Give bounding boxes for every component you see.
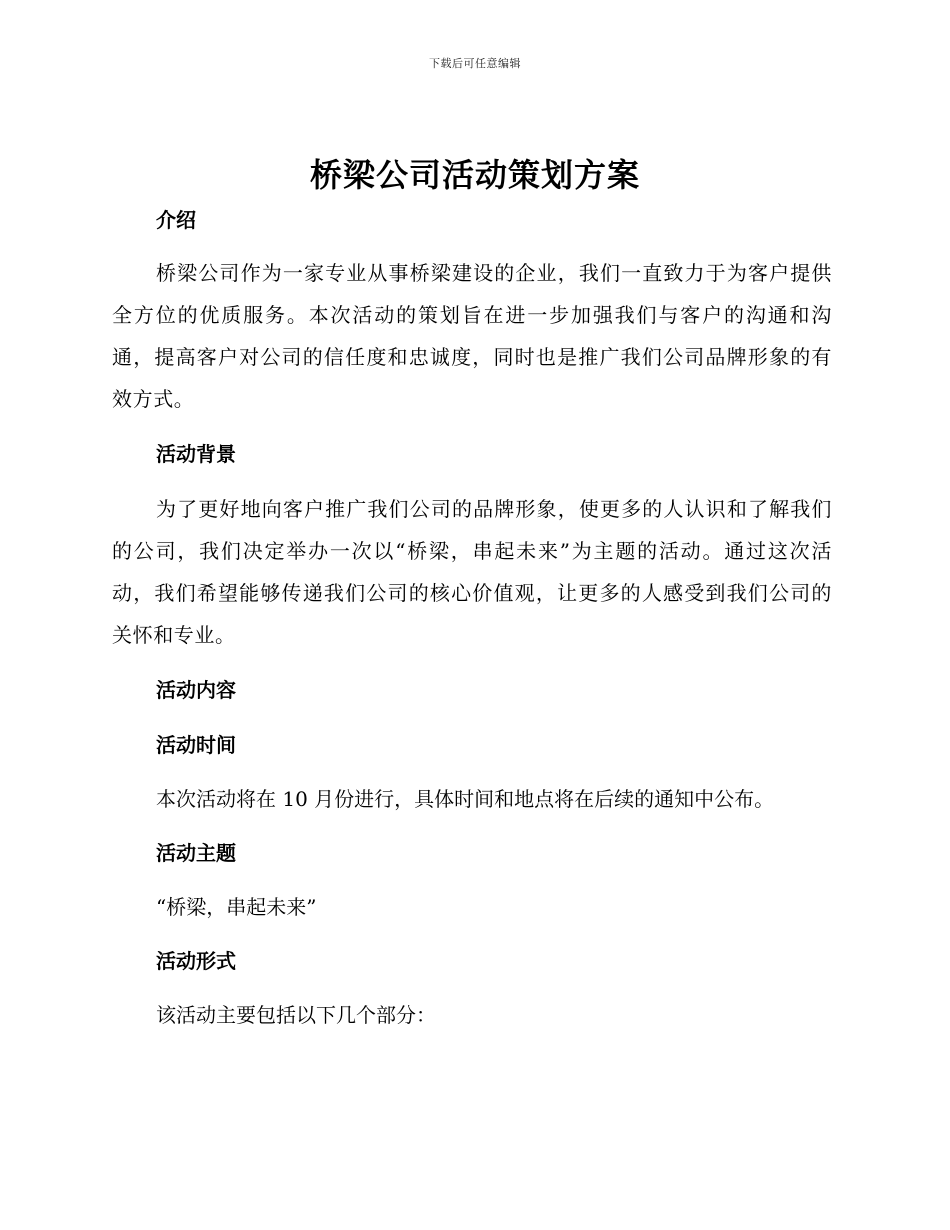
intro-paragraph: 桥梁公司作为一家专业从事桥梁建设的企业，我们一直致力于为客户提供全方位的优质服务。本次活动的策划旨在进一步加强我们与客户的沟通和沟通，提高客户对公司的信任度和忠诚度，同时也是推广我们公司品牌形象的有效方式。 [112, 261, 832, 411]
document-title: 桥梁公司活动策划方案 [309, 156, 640, 194]
time-heading: 活动时间 [156, 733, 236, 757]
format-paragraph: 该活动主要包括以下几个部分： [156, 1003, 436, 1027]
theme-paragraph: “桥梁，串起未来” [156, 895, 317, 919]
document-body [112, 200, 832, 1036]
format-heading: 活动形式 [156, 949, 236, 973]
intro-heading: 介绍 [156, 208, 196, 232]
background-heading: 活动背景 [156, 442, 236, 466]
theme-heading: 活动主题 [156, 841, 236, 865]
background-paragraph: 为了更好地向客户推广我们公司的品牌形象，使更多的人认识和了解我们的公司，我们决定举办一次以“桥梁，串起未来”为主题的活动。通过这次活动，我们希望能够传递我们公司的核心价值观，让更多的人感受到我们公司的关怀和专业。 [112, 497, 832, 647]
header-note: 下载后可任意编辑 [429, 57, 521, 70]
time-paragraph: 本次活动将在 10 月份进行，具体时间和地点将在后续的通知中公布。 [156, 787, 775, 811]
content-heading: 活动内容 [156, 678, 236, 702]
